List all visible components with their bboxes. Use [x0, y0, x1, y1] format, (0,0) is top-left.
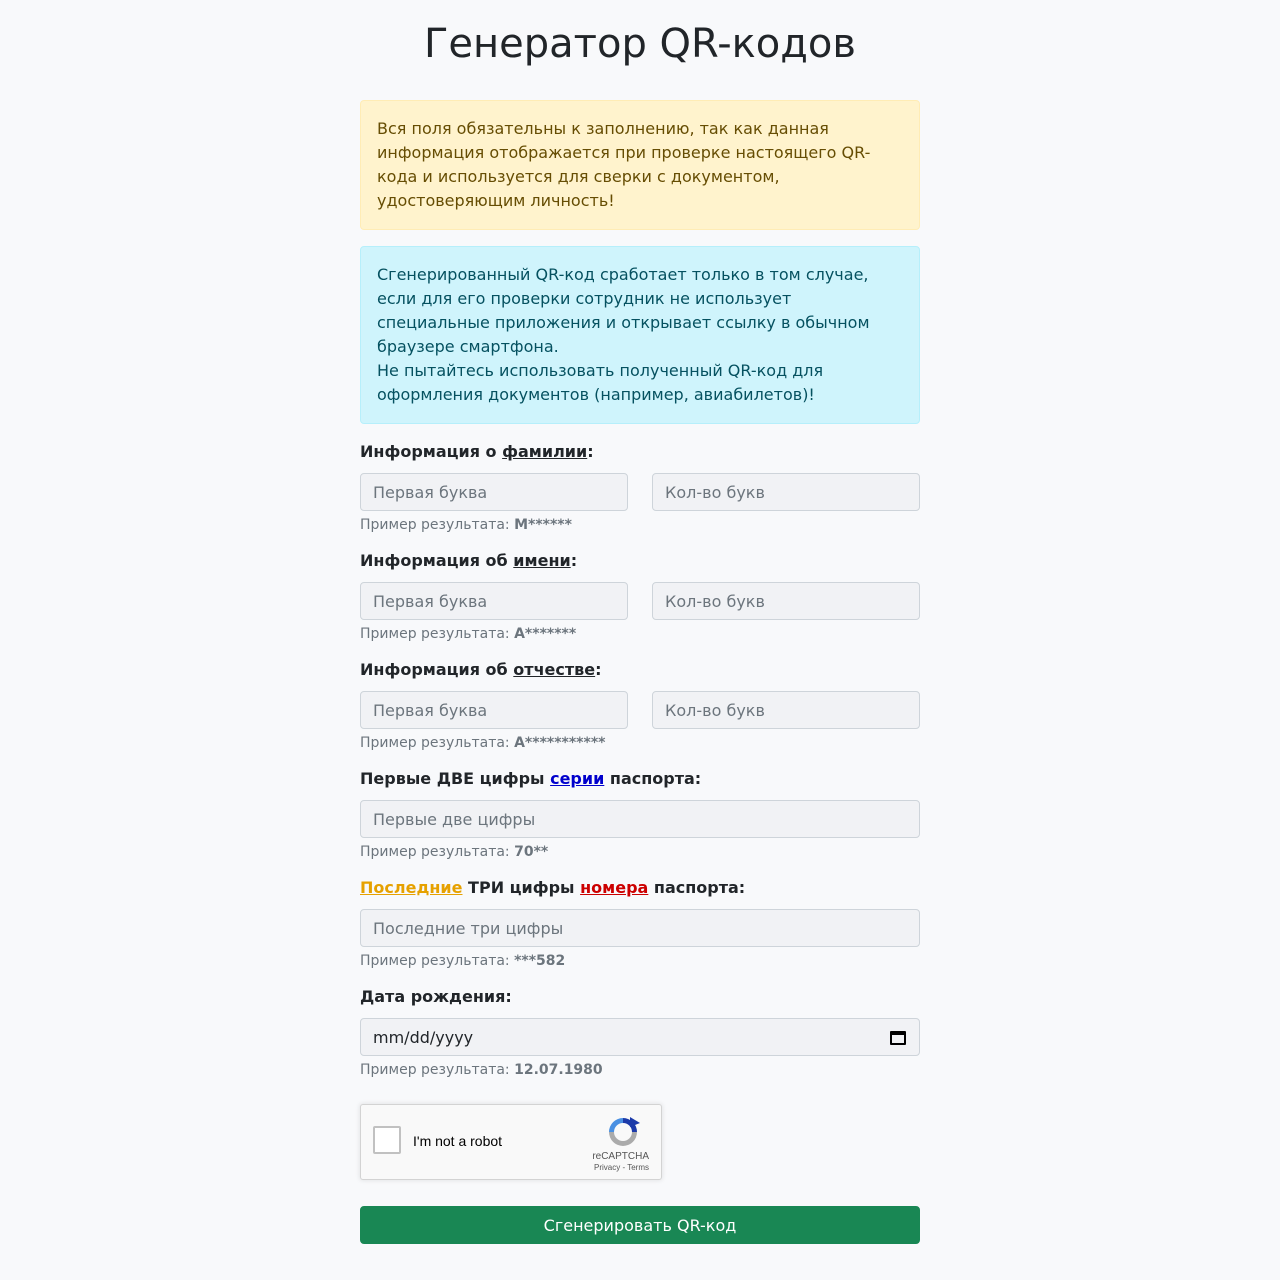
recaptcha-terms-link[interactable]: Privacy - Terms: [594, 1163, 649, 1172]
name-label-suffix: :: [570, 551, 578, 570]
info-text-2: Не пытайтесь использовать полученный QR-код для оформления документов (например, авиабилетов)!: [377, 361, 824, 404]
patronymic-label-suffix: :: [595, 660, 602, 679]
recaptcha-logo-icon: [606, 1115, 640, 1149]
recaptcha-widget: [360, 1104, 662, 1180]
surname-label-suffix: :: [587, 442, 594, 461]
passport-number-input[interactable]: [360, 909, 920, 947]
hint-prefix: Пример результата:: [360, 953, 515, 969]
passport-number-example-value: ***582: [514, 953, 566, 969]
passport-series-group: [360, 769, 920, 861]
passport-series-example-hint: [360, 844, 920, 861]
surname-inputs-row: [360, 473, 920, 511]
name-label: [360, 551, 920, 571]
surname-letter-count-input[interactable]: [652, 473, 920, 511]
surname-example-value: М******: [514, 517, 572, 533]
surname-label-word: фамилии: [502, 442, 588, 461]
patronymic-label-word: отчестве: [513, 660, 596, 679]
surname-first-letter-input[interactable]: [360, 473, 628, 511]
warning-alert: [360, 100, 920, 230]
passport-series-input[interactable]: [360, 800, 920, 838]
main-container: [360, 0, 920, 1244]
passport-series-example-value: 70**: [514, 844, 549, 860]
passport-series-label-suffix: паспорта:: [604, 769, 702, 788]
hint-prefix: Пример результата:: [360, 735, 515, 751]
birth-date-label: Дата рождения:: [360, 987, 512, 1006]
surname-group: [360, 442, 920, 534]
name-first-letter-input[interactable]: [360, 582, 628, 620]
page-title: Генератор QR-кодов: [424, 21, 856, 67]
passport-number-label-word2: номера: [580, 878, 649, 897]
passport-number-label-mid: ТРИ цифры: [462, 878, 581, 897]
name-inputs-row: [360, 582, 920, 620]
warning-text: Вся поля обязательны к заполнению, так как данная информация отображается при проверке настоящего QR-кода и используется для сверки с документом, удостоверяющим личность!: [377, 119, 871, 210]
recaptcha-text: I'm not a robot: [413, 1133, 503, 1149]
info-alert: [360, 246, 920, 424]
birth-date-input[interactable]: [360, 1018, 920, 1056]
name-label-word: имени: [513, 551, 571, 570]
birth-date-example-hint: [360, 1062, 920, 1079]
patronymic-example-value: А***********: [514, 735, 606, 751]
surname-label-prefix: Информация о: [360, 442, 503, 461]
birth-date-example-value: 12.07.1980: [514, 1062, 603, 1078]
passport-series-label-word: серии: [550, 769, 605, 788]
birth-date-group: [360, 987, 920, 1079]
patronymic-label: [360, 660, 920, 680]
passport-series-label-prefix: Первые ДВЕ цифры: [360, 769, 551, 788]
patronymic-first-letter-input[interactable]: [360, 691, 628, 729]
recaptcha-checkbox[interactable]: [373, 1126, 401, 1154]
patronymic-example-hint: [360, 735, 920, 752]
surname-example-hint: [360, 517, 920, 534]
patronymic-group: [360, 660, 920, 752]
name-example-value: А*******: [514, 626, 577, 642]
hint-prefix: Пример результата:: [360, 844, 515, 860]
patronymic-letter-count-input[interactable]: [652, 691, 920, 729]
hint-prefix: Пример результата:: [360, 1062, 515, 1078]
hint-prefix: Пример результата:: [360, 517, 515, 533]
patronymic-inputs-row: [360, 691, 920, 729]
generate-qr-button[interactable]: Сгенерировать QR-код: [360, 1206, 920, 1244]
passport-number-label-word1: Последние: [360, 878, 463, 897]
passport-number-group: [360, 878, 920, 970]
hint-prefix: Пример результата:: [360, 626, 515, 642]
recaptcha-brand: reCAPTCHA: [592, 1151, 649, 1162]
name-example-hint: [360, 626, 920, 643]
surname-label: [360, 442, 920, 462]
patronymic-label-prefix: Информация об: [360, 660, 514, 679]
info-text-1: Сгенерированный QR-код сработает только в том случае, если для его проверки сотрудник не использует специальные приложения и открывает ссылку в обычном браузере смартфона.: [377, 265, 870, 356]
calendar-icon[interactable]: [889, 1028, 907, 1046]
passport-series-label: [360, 769, 920, 789]
passport-number-label: [360, 878, 920, 898]
passport-number-label-suffix: паспорта:: [648, 878, 746, 897]
name-label-prefix: Информация об: [360, 551, 514, 570]
name-letter-count-input[interactable]: [652, 582, 920, 620]
passport-number-example-hint: [360, 953, 920, 970]
birth-date-value: mm/dd/yyyy: [373, 1027, 474, 1047]
name-group: [360, 551, 920, 643]
